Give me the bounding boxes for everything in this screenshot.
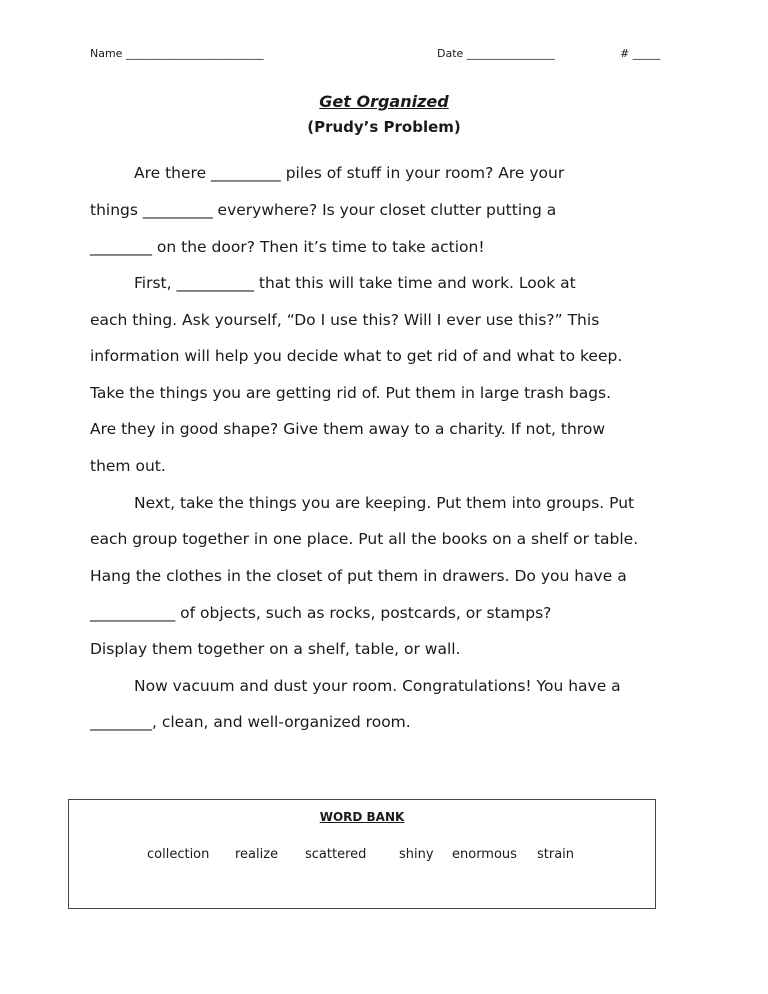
word-bank-title: WORD BANK — [319, 810, 405, 824]
worksheet-subtitle: (Prudy’s Problem) — [307, 118, 461, 136]
passage-line: them out. — [90, 457, 166, 475]
passage-line: ________ on the door? Then it’s time to take action! — [90, 238, 485, 256]
passage-line: First, __________ that this will take time and work. Look at — [134, 274, 576, 292]
name-field-label: Name _________________________ — [90, 47, 264, 60]
passage-line: ___________ of objects, such as rocks, postcards, or stamps? — [90, 604, 552, 622]
passage-line: each group together in one place. Put all the books on a shelf or table. — [90, 530, 639, 548]
word-bank-box — [68, 799, 656, 909]
passage-line: information will help you decide what to get rid of and what to keep. — [90, 347, 623, 365]
passage-line: Next, take the things you are keeping. Put them into groups. Put — [134, 494, 635, 512]
passage-line: things _________ everywhere? Is your closet clutter putting a — [90, 201, 557, 219]
date-field-label: Date ________________ — [437, 47, 555, 60]
passage-line: Are they in good shape? Give them away to a charity. If not, throw — [90, 420, 605, 438]
word-bank-word: scattered — [305, 847, 367, 862]
passage-line: each thing. Ask yourself, “Do I use this? Will I ever use this?” This — [90, 311, 600, 329]
word-bank-word: shiny — [399, 847, 434, 862]
passage-line: Are there _________ piles of stuff in your room? Are your — [134, 164, 565, 182]
worksheet-title: Get Organized — [319, 92, 449, 111]
passage-line: ________, clean, and well-organized room. — [90, 713, 411, 731]
passage-line: Display them together on a shelf, table, or wall. — [90, 640, 461, 658]
word-bank-word: strain — [537, 847, 575, 862]
passage-line: Take the things you are getting rid of. Put them in large trash bags. — [90, 384, 612, 402]
word-bank-word: collection — [147, 847, 210, 862]
student-number-label: # _____ — [620, 47, 661, 60]
passage-line: Hang the clothes in the closet of put them in drawers. Do you have a — [90, 567, 627, 585]
passage-line: Now vacuum and dust your room. Congratulations! You have a — [134, 677, 621, 695]
word-bank-word: realize — [235, 847, 279, 862]
word-bank-word: enormous — [452, 847, 517, 862]
